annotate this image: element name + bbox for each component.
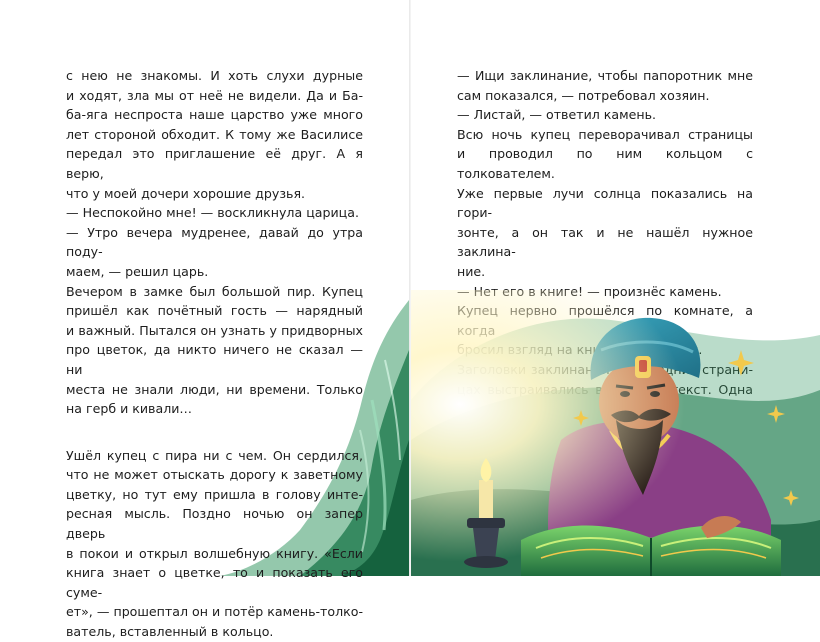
text-line: и важный. Пытался он узнать у придворных: [66, 322, 363, 338]
text-line: — Утро вечера мудренее, давай до утра поду-: [66, 224, 363, 260]
text-line: ресная мысль. Поздно ночью он запер дверь: [66, 506, 363, 542]
text-line: Вечером в замке был большой пир. Купец: [66, 283, 363, 299]
text-line: сам показался, — потребовал хозяин.: [457, 87, 710, 103]
text-line: что у моей дочери хорошие друзья.: [66, 185, 306, 201]
text-line: зонте, а он так и не нашёл нужное заклина-: [457, 224, 753, 260]
text-line: и проводил по ним кольцом с толкователем.: [457, 146, 753, 181]
text-line: в покои и открыл волшебную книгу. «Если: [66, 545, 363, 561]
left-page: [0, 0, 409, 640]
text-line: Ушёл купец с пира ни с чем. Он сердился,: [66, 447, 363, 463]
text-line: ние.: [457, 263, 486, 279]
text-line: и ходят, зла мы от неё не видели. Да и Ба-: [66, 87, 363, 103]
text-line: Уже первые лучи солнца показались на гори-: [457, 185, 753, 221]
text-line: ба-яга неспроста наше царство уже много: [66, 107, 363, 123]
text-line: цветку, но тут ему пришла в голову инте-: [66, 486, 363, 502]
text-line: на герб и кивали…: [66, 401, 193, 417]
text-line: пришёл как почётный гость — нарядный: [66, 303, 363, 319]
text-line: книга знает о цветке, то и показать его суме-: [66, 565, 363, 600]
text-line: — Листай, — ответил камень.: [457, 107, 657, 123]
right-page: [411, 0, 820, 576]
text-line: Всю ночь купец переворачивал страницы: [457, 126, 753, 142]
text-line: ет», — прошептал он и потёр камень-толко-: [66, 604, 363, 620]
text-line: что не может отыскать дорогу к заветному: [66, 467, 363, 483]
left-page-text: [66, 66, 363, 642]
merchant-illustration: [411, 290, 820, 576]
text-line: маем, — решил царь.: [66, 263, 209, 279]
text-line: передал это приглашение её друг. А я верю,: [66, 146, 363, 181]
text-line: лет стороной обходит. К тому же Василисе: [66, 126, 363, 142]
text-line: ватель, вставленный в кольцо.: [66, 624, 274, 640]
text-line: с нею не знакомы. И хоть слухи дурные: [66, 68, 363, 83]
text-line: — Ищи заклинание, чтобы папоротник мне: [457, 68, 753, 83]
text-line: — Неспокойно мне! — воскликнула царица.: [66, 205, 359, 221]
text-line: про цветок, да никто ничего не сказал — ни: [66, 342, 363, 377]
text-line: места не знали люди, ни времени. Только: [66, 381, 363, 397]
